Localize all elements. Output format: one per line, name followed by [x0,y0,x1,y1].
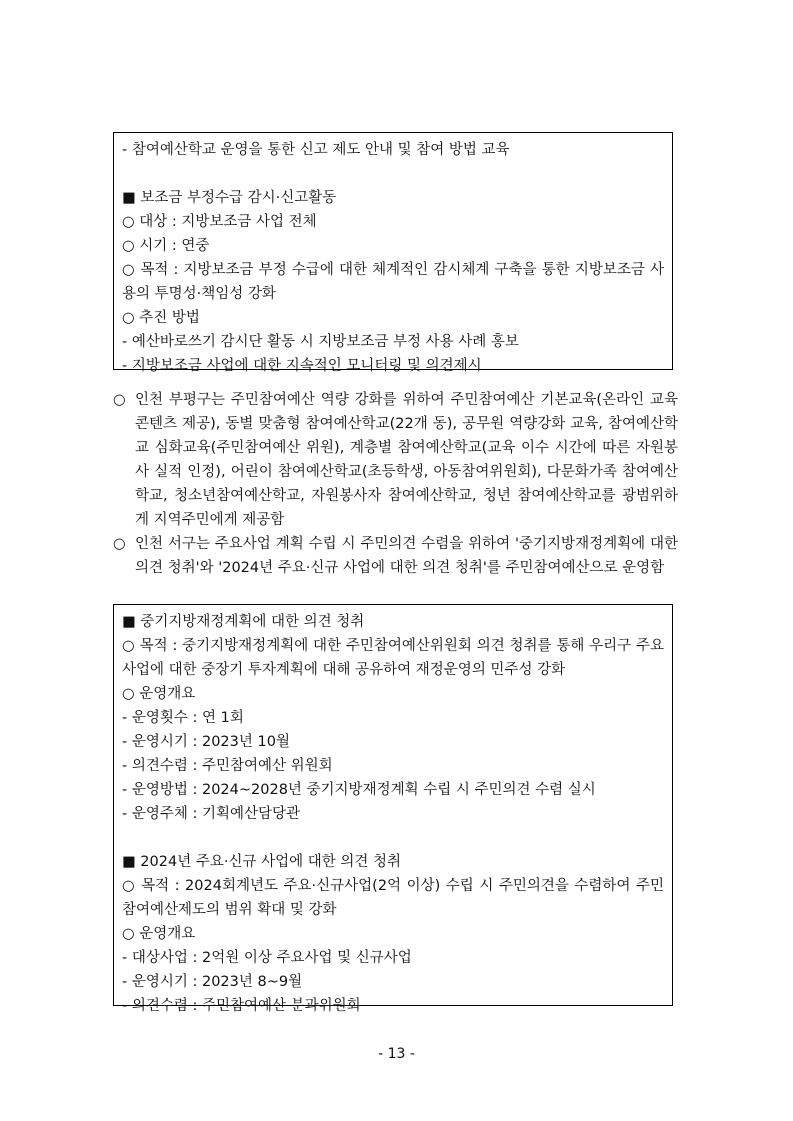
list-item: - 운영시기 : 2023년 10월 [122,734,290,750]
box-line: ○ 운영개요 [122,686,196,702]
info-box-opinion-hearing [113,604,673,1014]
circle-bullet: ○ [113,392,126,408]
blank-line [122,826,664,850]
box-line: ○ 운영개요 [122,926,196,942]
section-heading: ■ 2024년 주요·신규 사업에 대한 의견 청취 [122,854,401,870]
info-box-subsidy-monitoring [113,132,673,374]
box-line: - 참여예산학교 운영을 통한 신고 제도 안내 및 참여 방법 교육 [122,142,510,158]
box-paragraph: ○ 목적 : 지방보조금 부정 수급에 대한 체계적인 감시체계 구축을 통한 지방보조금 사용의 투명성·책임성 강화 [122,262,664,302]
body-paragraph-bupyeong [113,388,678,532]
list-item: - 운영횟수 : 연 1회 [122,710,244,726]
page-number: - 13 - [378,1046,415,1062]
paragraph-text: 인천 부평구는 주민참여예산 역량 강화를 위하여 주민참여예산 기본교육(온라인 교육 콘텐츠 제공), 동별 맞춤형 참여예산학교(22개 동), 공무원 역량강화 교육, 참여예산학교 심화교육(주민참여예산 위원), 계층별 참여예산학교(교육 이수 시간에 따른 자원봉사 실적 인정), 어린이 참여예산학교(초등학생, 아동참여위원회), 다문화가족 참여예산학교, 청소년참여예산학교, 자원봉사자 참여예산학교, 청년 참여예산학교를 광범위하게 지역주민에게 제공함 [135,392,678,528]
box-line: - 예산바로쓰기 감시단 활동 시 지방보조금 부정 사용 사례 홍보 [122,334,519,350]
box-line: ○ 시기 : 연중 [122,238,210,254]
box-paragraph: ○ 목적 : 중기지방재정계획에 대한 주민참여예산위원회 의견 청취를 통해 우리구 주요사업에 대한 중장기 투자계획에 대해 공유하여 재정운영의 민주성 강화 [122,638,664,678]
paragraph-text: 인천 서구는 주요사업 계획 수립 시 주민의견 수렴을 위하여 '중기지방재정계획에 대한 의견 청취'와 '2024년 주요·신규 사업에 대한 의견 청취'를 주민참여예산으로 운영함 [135,536,678,576]
section-heading: ■ 중기지방재정계획에 대한 의견 청취 [122,614,365,630]
box-line: - 지방보조금 사업에 대한 지속적인 모니터링 및 의견제시 [122,358,482,374]
list-item: - 의견수렴 : 주민참여예산 분과위원회 [122,998,361,1014]
circle-bullet: ○ [113,536,126,552]
list-item: - 운영주체 : 기획예산담당관 [122,806,301,822]
list-item: - 대상사업 : 2억원 이상 주요사업 및 신규사업 [122,950,412,966]
list-item: - 운영방법 : 2024~2028년 중기지방재정계획 수립 시 주민의견 수렴 실시 [122,782,596,798]
blank-line [122,162,664,186]
box-line: ○ 대상 : 지방보조금 사업 전체 [122,214,317,230]
list-item: - 의견수렴 : 주민참여예산 위원회 [122,758,333,774]
list-item: - 운영시기 : 2023년 8~9월 [122,974,303,990]
body-paragraph-seogu [113,532,678,580]
box-line: ○ 추진 방법 [122,310,200,326]
section-heading: ■ 보조금 부정수급 감시·신고활동 [122,190,337,206]
box-paragraph: ○ 목적 : 2024회계년도 주요·신규사업(2억 이상) 수립 시 주민의견을 수렴하여 주민참여예산제도의 범위 확대 및 강화 [122,878,664,918]
